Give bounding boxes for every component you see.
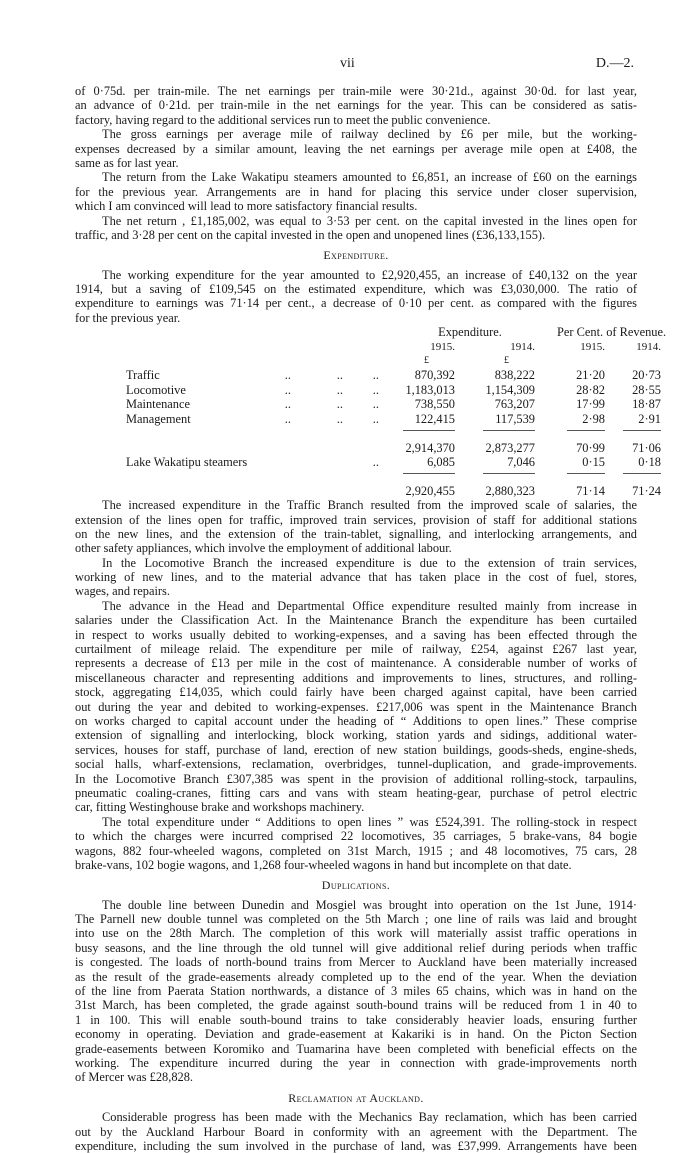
paragraph	[75, 815, 637, 873]
page-body	[75, 84, 667, 1153]
column-rule	[605, 426, 661, 440]
table-cell-value: 763,207	[494, 397, 535, 412]
text-line: which I am convinced will lead to more satisfactory financial results.	[75, 199, 418, 214]
text-line: on the new lines, and the extension of the train-tablet, signalling, and interlocking arrangements, and	[75, 526, 637, 541]
table-year-header	[75, 340, 691, 354]
percent-group-header: Per Cent. of Revenue.	[557, 325, 667, 340]
table-cell-value: 71·14	[576, 483, 605, 498]
year-header: 1914.	[510, 340, 535, 353]
text-line: The advance in the Head and Departmental Office expenditure resulted mainly from increase in	[102, 598, 637, 613]
year-header: 1915.	[430, 340, 455, 353]
table-cell-value: 71·24	[632, 483, 661, 498]
text-line: pneumatic coaling-cranes, fitting cars and vans with steam heating-gear, purchase of petrol electric	[75, 785, 637, 800]
table-rule	[75, 426, 691, 440]
text-line: The Parnell new double tunnel was completed on the 5th March ; one line of rails was laid and brought	[75, 912, 637, 927]
text-line: salaries under the Classification Act. In the Maintenance Branch the expenditure has been curtailed	[75, 613, 637, 628]
section-heading: Reclamation at Auckland.	[288, 1090, 424, 1105]
table-cell-value: 2·91	[638, 411, 661, 426]
table-cell-value: 7,046	[507, 454, 535, 469]
text-line: car, fitting Westinghouse brake and workshops machinery.	[75, 800, 365, 815]
table-row	[75, 412, 691, 426]
row-label: Maintenance	[126, 397, 190, 412]
rule-line	[403, 430, 455, 437]
table-cell-value: 70·99	[576, 440, 605, 455]
text-line: is congested. The loads of north-bound trains from Mercer to Auckland have been materially increased	[75, 955, 637, 970]
dot-leader: ..	[284, 382, 291, 397]
expenditure-table	[75, 325, 691, 498]
table-row	[75, 368, 691, 382]
dot-leader: ..	[284, 397, 291, 412]
paragraph	[75, 898, 637, 1085]
text-line: on works charged to capital account under the heading of “ Additions to open lines.” These comprise	[75, 713, 637, 728]
text-line: The increased expenditure in the Traffic Branch resulted from the improved scale of salaries, the	[102, 498, 637, 513]
text-line: for the previous year.	[75, 310, 181, 325]
text-line: represents a decrease of £13 per mile in the cost of maintenance. A considerable number of works of	[75, 656, 637, 671]
currency-symbol: £	[504, 355, 509, 367]
rule-line	[623, 473, 661, 480]
text-line: working. The expenditure incurred during the year in connection with grade-improvements north	[75, 1055, 637, 1070]
column-rule	[455, 426, 535, 440]
text-line: curtailment of mileage relaid. The expenditure per mile of railway, £254, against £267 last year,	[75, 642, 637, 657]
text-line: out by the Auckland Harbour Board in conformity with an agreement with the Department. The	[75, 1124, 637, 1139]
text-line: brake-vans, 102 bogie wagons, and 1,268 four-wheeled wagons in hand but incomplete on that date.	[75, 857, 572, 872]
text-line: grade-easements between Koromiko and Tuamarina have been completed with beneficial effects on the	[75, 1041, 637, 1056]
table-cell-value: 117,539	[495, 411, 535, 426]
text-line: expenses decreased by a similar amount, leaving the net earnings per average mile open at £408, the	[75, 141, 637, 156]
text-line: The total expenditure under “ Additions to open lines ” was £524,391. The rolling-stock in respect	[102, 814, 637, 829]
page-number: vii	[340, 56, 355, 71]
paragraph	[75, 556, 637, 599]
text-line: services, houses for staff, purchase of land, erection of new station buildings, goods-sheds, engine-sheds,	[75, 742, 637, 757]
row-label: Lake Wakatipu steamers	[126, 454, 248, 469]
paragraph	[75, 599, 637, 815]
row-label	[75, 441, 255, 455]
year-header: 1914.	[636, 340, 661, 353]
text-line: 31st March, has been completed, the grade against south-bound trains will be reduced from 1 in 40 to	[75, 998, 637, 1013]
table-cell-value: 71·06	[632, 440, 661, 455]
text-line: Considerable progress has been made with the Mechanics Bay reclamation, which has been carried	[102, 1110, 637, 1125]
row-label	[75, 484, 255, 498]
text-line: The return from the Lake Wakatipu steamers amounted to £6,851, an increase of £60 on the earnings	[102, 170, 637, 185]
document-reference: D.—2.	[595, 56, 634, 71]
paragraph	[75, 214, 637, 243]
text-line: economy in operating. Deviation and grade-easement at Kakariki is in hand. On the Picton Section	[75, 1027, 637, 1042]
column-rule	[605, 469, 661, 483]
text-line: same as for last year.	[75, 155, 179, 170]
table-row	[75, 397, 691, 411]
table-cell-value: 28·55	[632, 382, 661, 397]
dot-leader: ..	[284, 368, 291, 383]
paragraph	[75, 84, 637, 127]
text-line: 1 in 100. This will enable south-bound trains to take considerably heavier loads, ensuring further	[75, 1012, 637, 1027]
table-cell-value: 838,222	[494, 368, 535, 383]
column-rule	[455, 469, 535, 483]
text-line: In the Locomotive Branch £307,385 was spent in the provision of additional rolling-stock, tarpaulins,	[75, 771, 637, 786]
dot-leader: ..	[336, 382, 343, 397]
text-line: traffic, and 3·28 per cent on the capital invested in the open and unopened lines (£36,133,155).	[75, 227, 546, 242]
text-line: extension of the lines open for traffic, improved train services, provision of staff for additional stations	[75, 512, 637, 527]
table-currency-header	[75, 354, 691, 368]
table-rule	[75, 469, 691, 483]
column-rule	[535, 426, 605, 440]
table-cell-value: 870,392	[414, 368, 455, 383]
text-line: wages, and repairs.	[75, 584, 170, 599]
dot-leader: ..	[336, 411, 343, 426]
table-cell-value: 0·18	[638, 454, 661, 469]
rule-line	[567, 430, 605, 437]
text-line: of the line from Paerata Station northwards, a distance of 3 miles 65 chains, which was in hand on the	[75, 984, 637, 999]
text-line: into use on the 28th March. The completion of this work will materially assist traffic operations in	[75, 926, 637, 941]
text-line: The double line between Dunedin and Mosgiel was brought into operation on the 1st June, 1914·	[102, 897, 637, 912]
table-cell-value: 2,920,455	[405, 483, 455, 498]
table-row	[75, 484, 691, 498]
dot-leader: ..	[372, 368, 379, 383]
rule-line	[567, 473, 605, 480]
column-rule	[385, 469, 455, 483]
text-line: miscellaneous character and representing additions and improvements to lines, structures, and rolling-	[75, 670, 637, 685]
dot-leader: ..	[336, 368, 343, 383]
text-line: wagons, 882 four-wheeled wagons, completed on 31st March, 1915 ; and 48 locomotives, 75 cars, 28	[75, 843, 637, 858]
row-label: Locomotive	[126, 382, 186, 397]
expenditure-group-header: Expenditure.	[438, 325, 502, 340]
paragraph	[75, 498, 637, 556]
table-cell-value: 1,183,013	[405, 382, 455, 397]
column-rule	[385, 426, 455, 440]
text-line: as the result of the grade-easements already completed up to the end of the year. When the deviation	[75, 969, 637, 984]
table-cell-value: 21·20	[576, 368, 605, 383]
table-cell-value: 17·99	[576, 397, 605, 412]
table-cell-value: 18·87	[632, 397, 661, 412]
text-line: stock, aggregating £14,035, which could fairly have been charged against capital, have been carried	[75, 685, 637, 700]
text-line: The net return , £1,185,002, was equal to 3·53 per cent. on the capital invested in the lines open for	[102, 213, 637, 228]
text-line: social halls, wharf-extensions, reclamation, overbridges, tunnel-duplication, and grade-improvements.	[75, 757, 637, 772]
text-line: expenditure, including the sum involved in the purchase of land, was £37,999. Arrangements have been	[75, 1138, 637, 1153]
rule-line	[483, 473, 535, 480]
section-heading: Expenditure.	[323, 248, 389, 263]
text-line: The working expenditure for the year amounted to £2,920,455, an increase of £40,132 on the year	[102, 267, 637, 282]
table-cell-value: 1,154,309	[485, 382, 535, 397]
dot-leader: ..	[372, 454, 379, 469]
table-cell-value: 0·15	[582, 454, 605, 469]
text-line: working of new lines, and to the material advance that has taken place in the cost of fuel, stores,	[75, 570, 637, 585]
text-line: in respect to works usually debited to working-expenses, and a saving has been effected through the	[75, 627, 637, 642]
rule-line	[403, 473, 455, 480]
text-line: of Mercer was £28,828.	[75, 1070, 194, 1085]
currency-symbol: £	[424, 355, 429, 367]
text-line: extension of signalling and interlocking, block working, station yards and sidings, additional water-	[75, 728, 637, 743]
table-row	[75, 455, 691, 469]
table-cell-value: 2,914,370	[405, 440, 455, 455]
dot-leader: ..	[372, 411, 379, 426]
text-line: expenditure to earnings was 71·14 per cent., a decrease of 0·10 per cent. as compared with the figures	[75, 296, 637, 311]
rule-line	[483, 430, 535, 437]
text-line: 1914, but a saving of £109,545 on the estimated expenditure, which was £3,030,000. The ratio of	[75, 282, 637, 297]
text-line: an advance of 0·21d. per train-mile in the net earnings for the year. This can be considered as satis-	[75, 98, 637, 113]
table-row	[75, 441, 691, 455]
table-cell-value: 28·82	[576, 382, 605, 397]
table-cell-value: 2,880,323	[485, 483, 535, 498]
text-line: of 0·75d. per train-mile. The net earnings per train-mile were 30·21d., against 30·0d. for last year,	[75, 84, 637, 98]
row-label: Management	[126, 411, 191, 426]
text-line: factory, having regard to the additional services run to meet the public convenience.	[75, 112, 491, 127]
table-cell-value: 2,873,277	[485, 440, 535, 455]
table-cell-value: 2·98	[582, 411, 605, 426]
table-row	[75, 383, 691, 397]
dot-leader: ..	[284, 411, 291, 426]
text-line: busy seasons, and the line through the old tunnel will give additional relief during periods when traffic	[75, 940, 637, 955]
table-cell-value: 20·73	[632, 368, 661, 383]
dot-leader: ..	[372, 382, 379, 397]
row-label: Traffic	[126, 368, 160, 383]
paragraph	[75, 268, 637, 326]
table-cell-value: 6,085	[427, 454, 455, 469]
text-line: other safety appliances, which involve the employment of additional labour.	[75, 541, 452, 556]
paragraph	[75, 170, 637, 213]
table-cell-value: 738,550	[414, 397, 455, 412]
column-rule	[535, 469, 605, 483]
table-cell-value: 122,415	[414, 411, 455, 426]
text-line: out during the year and debited to working-expenses. £217,006 was spent in the Maintenance Branch	[75, 699, 637, 714]
dot-leader: ..	[336, 397, 343, 412]
paragraph	[75, 127, 637, 170]
section-heading: Duplications.	[321, 878, 391, 893]
text-line: for the previous year. Arrangements are in hand for placing this service under closer supervision,	[75, 184, 637, 199]
year-header: 1915.	[580, 340, 605, 353]
text-line: In the Locomotive Branch the increased expenditure is due to the extension of train services,	[102, 555, 637, 570]
rule-line	[623, 430, 661, 437]
table-group-header	[75, 325, 691, 339]
dot-leader: ..	[372, 397, 379, 412]
text-line: to which the charges were incurred comprised 22 locomotives, 35 carriages, 5 brake-vans, 84 bogie	[75, 829, 637, 844]
text-line: The gross earnings per average mile of railway declined by £6 per mile, but the working-	[102, 127, 637, 142]
